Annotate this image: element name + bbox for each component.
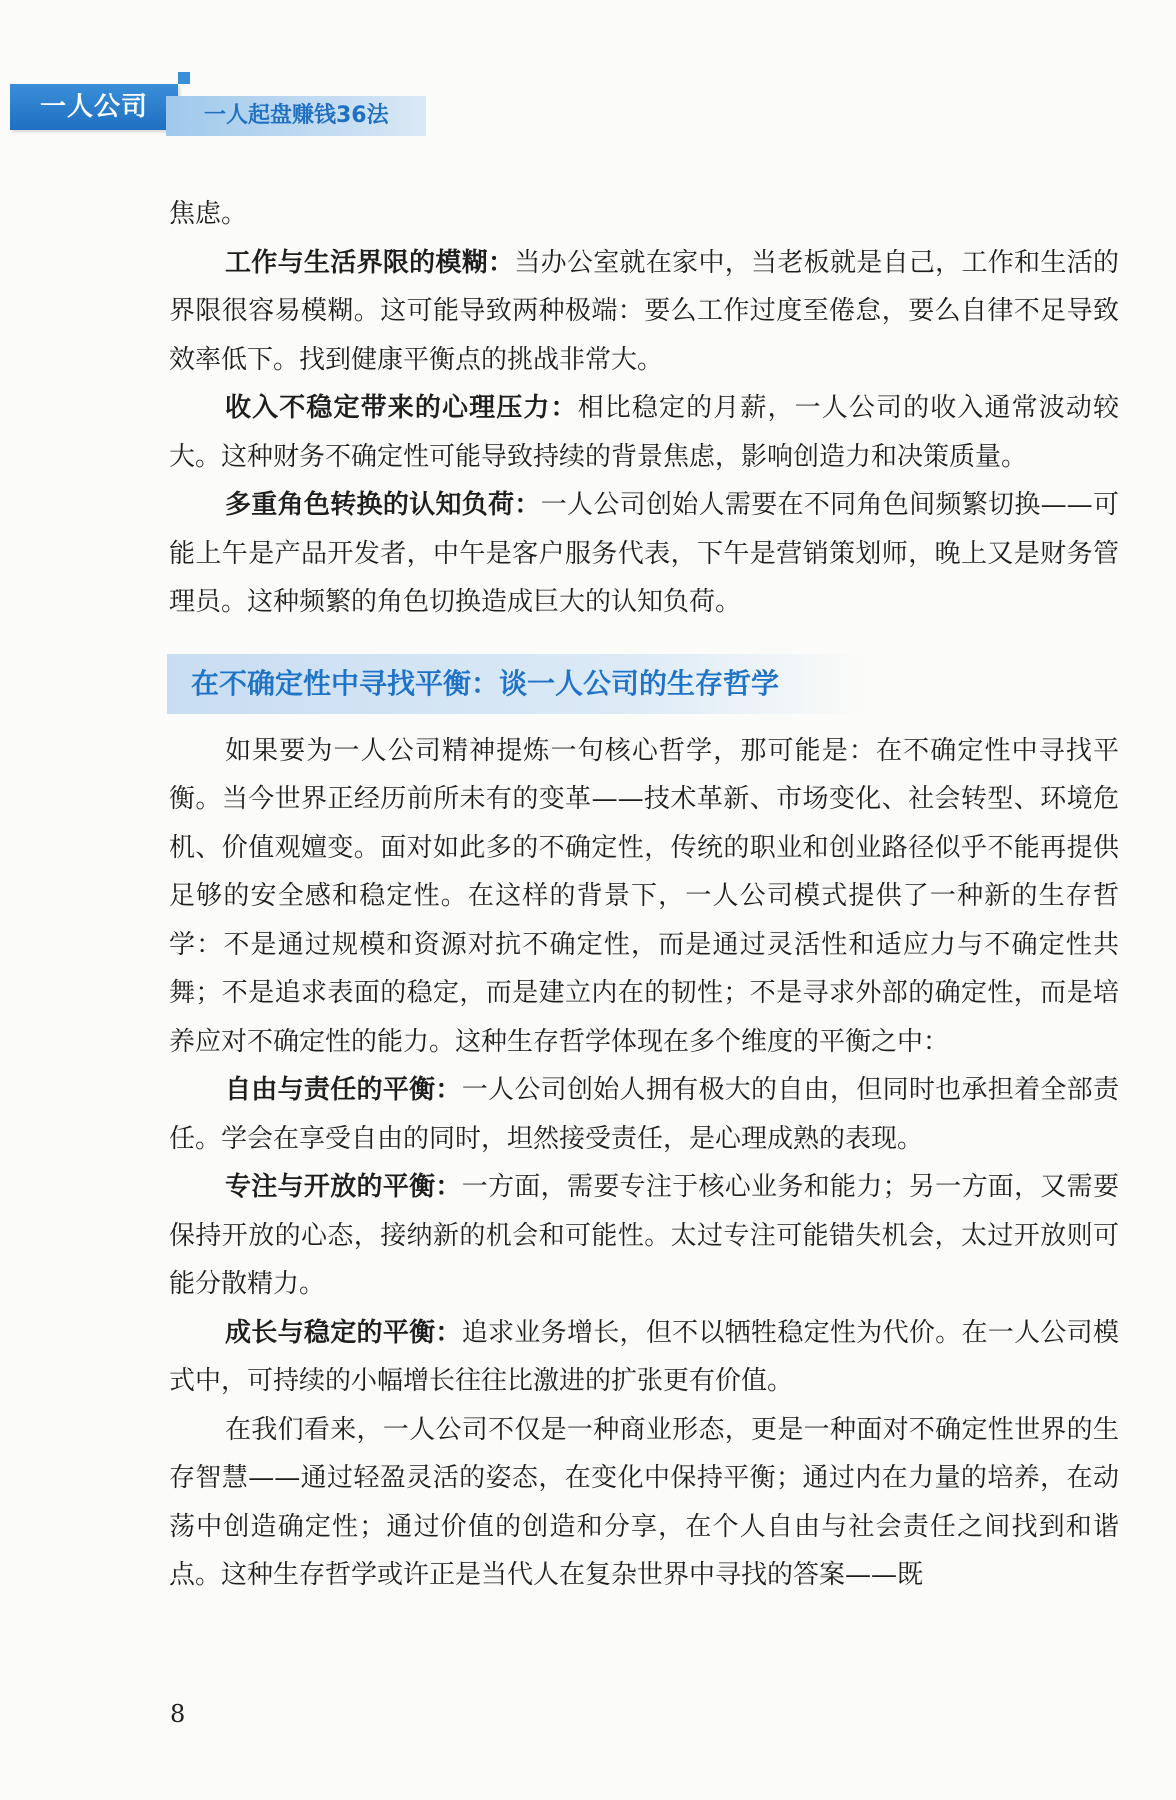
section-heading: 在不确定性中寻找平衡：谈一人公司的生存哲学	[167, 654, 867, 714]
page-body	[169, 190, 1119, 1600]
paragraph-conclusion	[169, 1406, 1119, 1600]
paragraph-text: 一人公司创始人拥有极大的自由，但同时也承担着全部责任。学会在享受自由的同时，坦然接受责任，是心理成熟的表现。	[169, 1075, 1119, 1154]
paragraph-continuation	[169, 190, 1119, 239]
paragraph-core-philosophy	[169, 727, 1119, 1067]
paragraph-text: 相比稳定的月薪，一人公司的收入通常波动较大。这种财务不确定性可能导致持续的背景焦虑，影响创造力和决策质量。	[169, 393, 1119, 472]
paragraph-lead: 成长与稳定的平衡：	[225, 1317, 462, 1348]
paragraph-lead: 自由与责任的平衡：	[225, 1075, 462, 1105]
page-number: 8	[170, 1700, 186, 1728]
paragraph-freedom-responsibility	[169, 1066, 1119, 1163]
paragraph-text: 一方面，需要专注于核心业务和能力；另一方面，又需要保持开放的心态，接纳新的机会和可能性。太过专注可能错失机会，太过开放则可能分散精力。	[169, 1172, 1119, 1299]
header-accent-square	[178, 72, 190, 84]
paragraph-role-switching	[169, 481, 1119, 627]
paragraph-lead: 多重角色转换的认知负荷：	[225, 490, 541, 520]
paragraph-text: 当办公室就在家中，当老板就是自己，工作和生活的界限很容易模糊。这可能导致两种极端：要么工作过度至倦怠，要么自律不足导致效率低下。找到健康平衡点的挑战非常大。	[169, 247, 1119, 375]
paragraph-lead: 收入不稳定带来的心理压力：	[225, 393, 578, 423]
paragraph-lead: 工作与生活界限的模糊：	[225, 247, 515, 278]
paragraph-work-life-boundary	[169, 239, 1119, 385]
book-title-tab: 一人公司	[10, 84, 178, 130]
paragraph-focus-openness	[169, 1163, 1119, 1309]
paragraph-growth-stability	[169, 1309, 1119, 1406]
paragraph-text: 如果要为一人公司精神提炼一句核心哲学，那可能是：在不确定性中寻找平衡。当今世界正经历前所未有的变革——技术革新、市场变化、社会转型、环境危机、价值观嬗变。面对如此多的不确定性，传统的职业和创业路径似乎不能再提供足够的安全感和稳定性。在这样的背景下，一人公司模式提供了一种新的生存哲学：不是通过规模和资源对抗不确定性，而是通过灵活性和适应力与不确定性共舞；不是追求表面的稳定，而是建立内在的韧性；不是寻求外部的确定性，而是培养应对不确定性的能力。这种生存哲学体现在多个维度的平衡之中：	[169, 735, 1119, 1057]
paragraph-text: 追求业务增长，但不以牺牲稳定性为代价。在一人公司模式中，可持续的小幅增长往往比激进的扩张更有价值。	[169, 1317, 1119, 1396]
paragraph-lead: 专注与开放的平衡：	[225, 1172, 462, 1202]
paragraph-text: 在我们看来，一人公司不仅是一种商业形态，更是一种面对不确定性世界的生存智慧——通过轻盈灵活的姿态，在变化中保持平衡；通过内在力量的培养，在动荡中创造确定性；通过价值的创造和分享，在个人自由与社会责任之间找到和谐点。这种生存哲学或许正是当代人在复杂世界中寻找的答案——既	[169, 1414, 1119, 1590]
paragraph-income-pressure	[169, 384, 1119, 481]
paragraph-text: 焦虑。	[169, 199, 248, 229]
book-subtitle-banner: 一人起盘赚钱36法	[166, 96, 426, 136]
paragraph-text: 一人公司创始人需要在不同角色间频繁切换——可能上午是产品开发者，中午是客户服务代表，下午是营销策划师，晚上又是财务管理员。这种频繁的角色切换造成巨大的认知负荷。	[169, 490, 1119, 617]
